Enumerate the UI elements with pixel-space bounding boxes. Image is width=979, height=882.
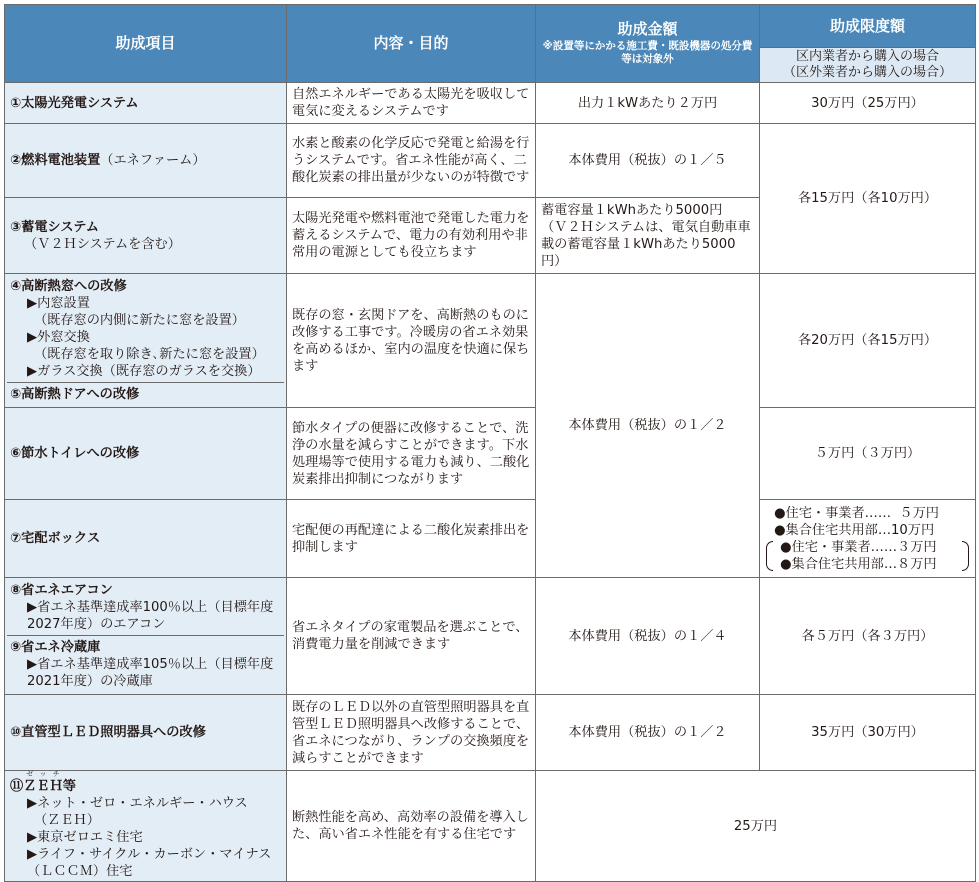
header-amount-note: ※設置等にかかる施工費・既設機器の処分費等は対象外: [542, 40, 753, 65]
item-led: ⑩直管型ＬＥＤ照明器具への改修: [5, 695, 287, 771]
purpose-fuel-cell: 水素と酸素の化学反応で発電と給湯を行うシステムです。省エネ性能が高く、二酸化炭素の排出量が少ないのが特徴です: [287, 124, 536, 198]
limit-fuel-cell-storage: 各15万円（各10万円）: [760, 124, 976, 274]
header-limit-sub-local: 区内業者から購入の場合: [795, 49, 939, 64]
item-storage: [5, 198, 287, 274]
amount-fuel-cell: 本体費用（税抜）の１／５: [536, 124, 760, 198]
amount-insulation-toilet-box: 本体費用（税抜）の１／２: [536, 274, 760, 578]
table-row: [5, 500, 976, 578]
item-fridge-sub: ▶省エネ基準達成率105％以上（目標年度2021年度）の冷蔵庫: [27, 657, 274, 689]
item-window-inner-note: （既存窓の内側に新たに窓を設置）: [34, 313, 245, 328]
item-storage-title: ③蓄電システム: [10, 219, 99, 235]
header-limit: 助成限度額: [760, 5, 976, 48]
purpose-insulation: 既存の窓・玄関ドアを、高断熱のものに改修する工事です。冷暖房の省エネ効果を高めるほか、室内の温度を快適に保ちます: [287, 274, 536, 408]
purpose-solar: 自然エネルギーである太陽光を吸収して電気に変えるシステムです: [287, 83, 536, 124]
item-window-outer: ▶外窓交換: [27, 330, 90, 345]
table-row: [5, 83, 976, 124]
header-amount-title: 助成金額: [617, 20, 678, 38]
item-zeh-net-zero: ▶ネット・ゼロ・エネルギー・ハウス: [27, 796, 248, 811]
limit-delivery-box: [760, 500, 976, 578]
item-window-glass: ▶ガラス交換（既存窓のガラスを交換）: [27, 364, 261, 379]
item-storage-note: （Ｖ２Ｈシステムを含む）: [24, 236, 181, 252]
item-fuel-cell-title: ②燃料電池装置: [10, 153, 101, 168]
limit-box-house-outside: ●住宅・事業者……３万円: [780, 539, 937, 555]
amount-led: 本体費用（税抜）の１／２: [536, 695, 760, 771]
purpose-zeh: 断熱性能を高め、高効率の設備を導入した、高い省エネ性能を有する住宅です: [287, 771, 536, 882]
item-window-title: ④高断熱窓への改修: [10, 279, 127, 294]
item-zeh-tokyo-zero-emi: ▶東京ゼロエミ住宅: [27, 830, 143, 845]
subsidy-table: [4, 4, 976, 882]
header-item: 助成項目: [5, 5, 287, 83]
table-row: [5, 771, 976, 882]
purpose-toilet: 節水タイプの便器に改修することで、洗浄の水量を減らすことができます。下水処理場等で使用する電力も減り、二酸化炭素排出抑制につながります: [287, 408, 536, 500]
item-fuel-cell: [5, 124, 287, 198]
table-row: [5, 578, 976, 695]
purpose-appliances: 省エネタイプの家電製品を選ぶことで、消費電力量を削減できます: [287, 578, 536, 695]
purpose-led: 既存のＬＥＤ以外の直管型照明器具を直管型ＬＥＤ照明器具へ改修することで、省エネにつながり、ランプの交換頻度を減らすことができます: [287, 695, 536, 771]
amount-storage-v2h: （Ｖ２Ｈシステムは、電気自動車車載の蓄電容量１kWhあたり5000円）: [541, 219, 751, 269]
item-insulation: [5, 274, 287, 408]
item-window-outer-note: （既存窓を取り除き､新たに窓を設置）: [34, 347, 265, 362]
limit-led: 35万円（30万円）: [760, 695, 976, 771]
table-row: [5, 408, 976, 500]
limit-box-shared-outside: ●集合住宅共用部…８万円: [780, 556, 937, 572]
limit-box-outside-bracket: [766, 539, 969, 573]
limit-toilet: ５万円（３万円）: [760, 408, 976, 500]
header-limit-sub: [760, 48, 976, 83]
header-limit-sub-outside: （区外業者から購入の場合）: [782, 65, 952, 80]
item-aircon-title: ⑧省エネエアコン: [10, 583, 113, 598]
item-solar: ①太陽光発電システム: [5, 83, 287, 124]
amount-solar: 出力１kWあたり２万円: [536, 83, 760, 124]
table-row: [5, 695, 976, 771]
item-fridge-title: ⑨省エネ冷蔵庫: [7, 635, 284, 656]
purpose-delivery-box: 宅配便の再配達による二酸化炭素排出を抑制します: [287, 500, 536, 578]
table-row: [5, 124, 976, 198]
limit-appliances: 各５万円（各３万円）: [760, 578, 976, 695]
item-zeh: [5, 771, 287, 882]
item-aircon-sub: ▶省エネ基準達成率100％以上（目標年度2027年度）のエアコン: [27, 600, 274, 632]
limit-solar: 30万円（25万円）: [760, 83, 976, 124]
item-zeh-net-zero-note: （ＺＥＨ）: [34, 813, 100, 828]
amount-storage: [536, 198, 760, 274]
item-window-inner: ▶内窓設置: [27, 296, 90, 311]
item-toilet: ⑥節水トイレへの改修: [5, 408, 287, 500]
amount-appliances: 本体費用（税抜）の１／４: [536, 578, 760, 695]
item-zeh-title: ⑪ ゼ Ｚ ッ Ｅ チ Ｈ等: [10, 770, 76, 794]
item-delivery-box: ⑦宅配ボックス: [5, 500, 287, 578]
item-door-title: ⑤高断熱ドアへの改修: [7, 382, 284, 403]
limit-box-house: ●住宅・事業者…… ５万円: [774, 505, 939, 521]
header-amount: [536, 5, 760, 83]
item-zeh-lccm: ▶ライフ・サイクル・カーボン・マイナス（ＬＣＣＭ）住宅: [27, 847, 272, 879]
purpose-storage: 太陽光発電や燃料電池で発電した電力を蓄えるシステムで、電力の有効利用や非常用の電源としても役立ちます: [287, 198, 536, 274]
header-purpose: 内容・目的: [287, 5, 536, 83]
item-fuel-cell-note: （エネファーム）: [100, 153, 206, 168]
limit-insulation: 各20万円（各15万円）: [760, 274, 976, 408]
table-row: [5, 274, 976, 408]
amount-storage-main: 蓄電容量１kWhあたり5000円: [541, 202, 723, 218]
item-appliances: [5, 578, 287, 695]
amount-zeh: 25万円: [536, 771, 976, 882]
limit-box-shared: ●集合住宅共用部…10万円: [774, 522, 935, 538]
